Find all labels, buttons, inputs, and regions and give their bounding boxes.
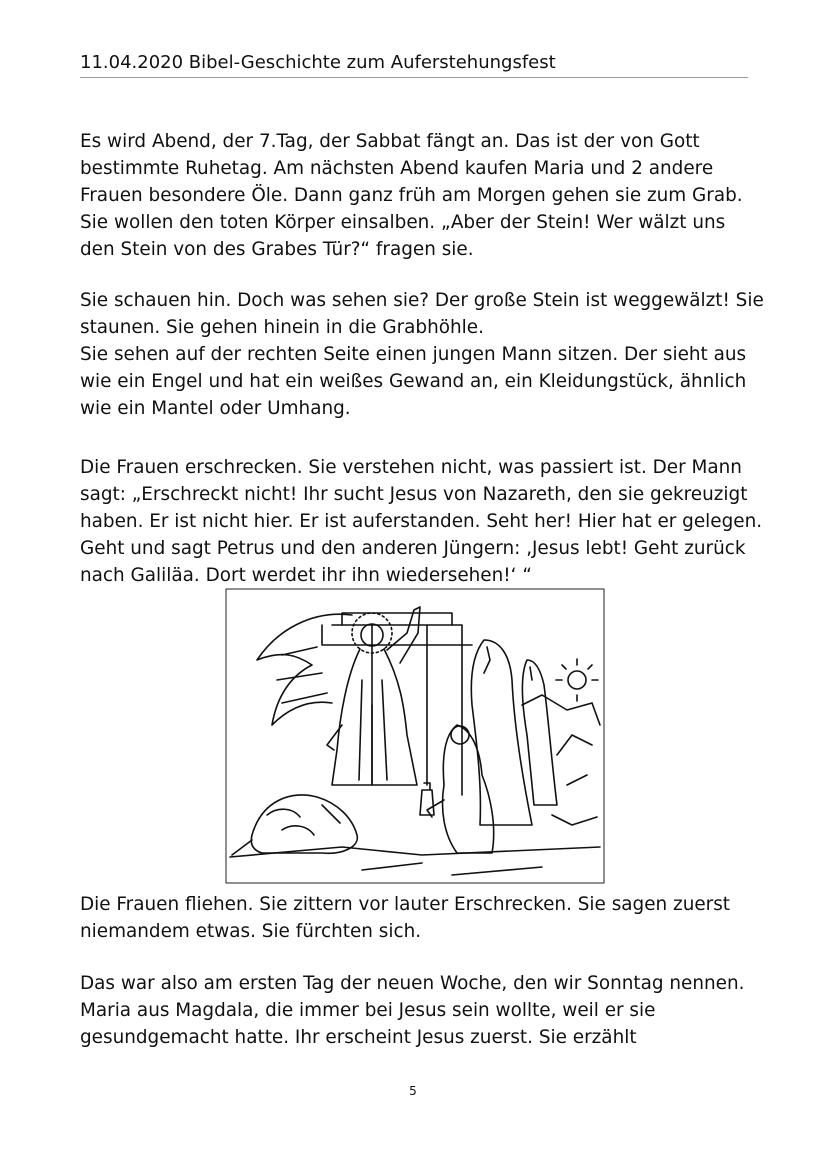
header-divider — [80, 77, 748, 78]
text-line: Frauen besondere Öle. Dann ganz früh am Morgen gehen sie zum Grab. — [80, 184, 743, 206]
text-line: Die Frauen erschrecken. Sie verstehen nicht, was passiert ist. Der Mann — [80, 457, 742, 478]
paragraph-1 — [80, 129, 760, 264]
text-line: haben. Er ist nicht hier. Er ist auferstanden. Seht her! Hier hat er gelegen. — [80, 510, 763, 532]
page-header-title: 11.04.2020 Bibel-Geschichte zum Auferstehungsfest — [80, 52, 556, 73]
paragraph-5 — [80, 971, 760, 1052]
text-line: den Stein von des Grabes Tür?“ fragen sie. — [80, 238, 474, 260]
angel-at-tomb-illustration — [222, 585, 608, 890]
paragraph-4 — [80, 892, 760, 946]
text-line: nach Galiläa. Dort werdet ihr ihn wiedersehen!‘ “ — [80, 564, 532, 586]
text-line: Die Frauen fliehen. Sie zittern vor lauter Erschrecken. Sie sagen zuerst — [80, 894, 731, 915]
text-line: niemandem etwas. Sie fürchten sich. — [80, 920, 422, 942]
text-line: Sie sehen auf der rechten Seite einen jungen Mann sitzen. Der sieht aus — [80, 343, 747, 365]
text-line: Das war also am ersten Tag der neuen Woche, den wir Sonntag nennen. — [80, 973, 745, 994]
text-line: Sie wollen den toten Körper einsalben. „Aber der Stein! Wer wälzt uns — [80, 211, 726, 233]
text-line: wie ein Mantel oder Umhang. — [80, 397, 351, 419]
paragraph-2 — [80, 288, 764, 423]
text-line: staunen. Sie gehen hinein in die Grabhöhle. — [80, 316, 484, 338]
paragraph-3 — [80, 455, 763, 590]
text-line: sagt: „Erschreckt nicht! Ihr sucht Jesus von Nazareth, den sie gekreuzigt — [80, 483, 748, 505]
text-line: Maria aus Magdala, die immer bei Jesus sein wollte, weil er sie — [80, 999, 656, 1021]
text-line: Sie schauen hin. Doch was sehen sie? Der große Stein ist weggewälzt! Sie — [80, 290, 764, 311]
text-line: wie ein Engel und hat ein weißes Gewand an, ein Kleidungstück, ähnlich — [80, 370, 747, 392]
text-line: bestimmte Ruhetag. Am nächsten Abend kaufen Maria und 2 andere — [80, 157, 714, 179]
text-line: gesundgemacht hatte. Ihr erscheint Jesus zuerst. Sie erzählt — [80, 1026, 637, 1048]
text-line: Es wird Abend, der 7.Tag, der Sabbat fängt an. Das ist der von Gott — [80, 131, 700, 152]
text-line: Geht und sagt Petrus und den anderen Jüngern: ‚Jesus lebt! Geht zurück — [80, 537, 746, 559]
page-number: 5 — [409, 1084, 417, 1098]
